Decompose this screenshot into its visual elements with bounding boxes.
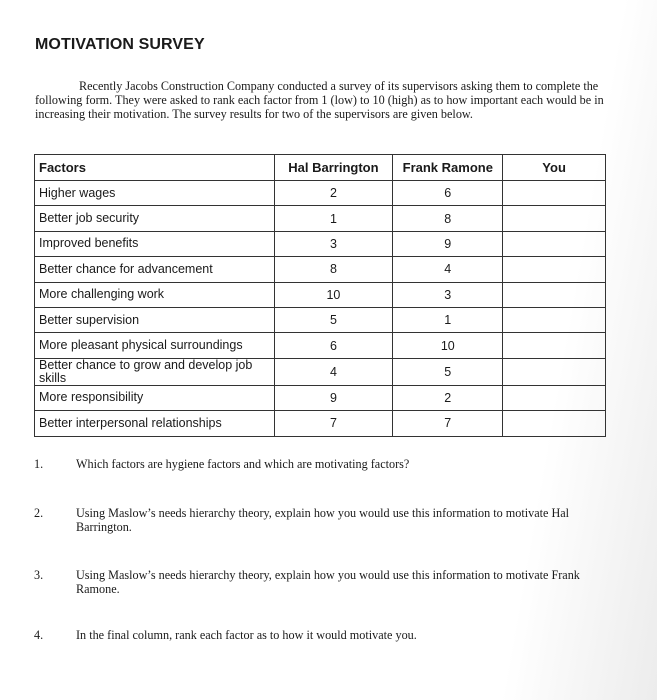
you-rank-cell[interactable] (503, 206, 606, 231)
you-rank-cell[interactable] (503, 385, 606, 410)
factor-cell: Better chance for advancement (35, 257, 275, 282)
question-text: Using Maslow’s needs hierarchy theory, explain how you would use this information to motivate Hal Barrington. (76, 506, 570, 534)
table-row (35, 181, 606, 206)
hal-score-cell: 4 (274, 358, 393, 385)
hal-score-cell: 8 (274, 257, 393, 282)
frank-score-cell: 6 (393, 181, 503, 206)
hal-score-cell: 10 (274, 282, 393, 307)
table-row (35, 411, 606, 436)
frank-score-cell: 9 (393, 231, 503, 256)
table-row (35, 307, 606, 332)
you-rank-cell[interactable] (503, 333, 606, 358)
you-rank-cell[interactable] (503, 181, 606, 206)
you-rank-cell[interactable] (503, 358, 606, 385)
header-you: You (503, 155, 606, 181)
table-row (35, 333, 606, 358)
hal-score-cell: 9 (274, 385, 393, 410)
table-row (35, 358, 606, 385)
hal-score-cell: 3 (274, 231, 393, 256)
factor-cell: Better job security (35, 206, 275, 231)
frank-score-cell: 4 (393, 257, 503, 282)
you-rank-cell[interactable] (503, 257, 606, 282)
header-hal-barrington: Hal Barrington (274, 155, 393, 181)
question-text: In the final column, rank each factor as to how it would motivate you. (76, 628, 417, 642)
you-rank-cell[interactable] (503, 411, 606, 436)
frank-score-cell: 5 (393, 358, 503, 385)
you-rank-cell[interactable] (503, 282, 606, 307)
factor-cell: Better chance to grow and develop job skills (35, 358, 275, 385)
question-number: 1. (34, 457, 44, 471)
frank-score-cell: 8 (393, 206, 503, 231)
frank-score-cell: 7 (393, 411, 503, 436)
intro-paragraph: Recently Jacobs Construction Company conducted a survey of its supervisors asking them to complete the following form. They were asked to rank each factor from 1 (low) to 10 (high) as to how important each would be in increasing their motivation. The survey results for two of the supervisors are given below. (35, 79, 604, 121)
table-row (35, 282, 606, 307)
question-number: 2. (34, 506, 44, 520)
table-row (35, 385, 606, 410)
header-frank-ramone: Frank Ramone (393, 155, 503, 181)
factor-cell: Improved benefits (35, 231, 275, 256)
hal-score-cell: 1 (274, 206, 393, 231)
you-rank-cell[interactable] (503, 231, 606, 256)
factor-cell: Better interpersonal relationships (35, 411, 275, 436)
factor-cell: More pleasant physical surroundings (35, 333, 275, 358)
table-row (35, 206, 606, 231)
factor-cell: More responsibility (35, 385, 275, 410)
frank-score-cell: 2 (393, 385, 503, 410)
header-factors: Factors (35, 155, 275, 181)
page-title: MOTIVATION SURVEY (35, 36, 205, 53)
table-header-row (35, 155, 606, 181)
question-text: Using Maslow’s needs hierarchy theory, explain how you would use this information to motivate Frank Ramone. (76, 568, 580, 596)
frank-score-cell: 3 (393, 282, 503, 307)
table-row (35, 231, 606, 256)
frank-score-cell: 1 (393, 307, 503, 332)
frank-score-cell: 10 (393, 333, 503, 358)
hal-score-cell: 6 (274, 333, 393, 358)
question-number: 3. (34, 568, 44, 582)
question-number: 4. (34, 628, 44, 642)
factor-cell: Higher wages (35, 181, 275, 206)
table-row (35, 257, 606, 282)
survey-table (34, 154, 606, 437)
hal-score-cell: 2 (274, 181, 393, 206)
question-text: Which factors are hygiene factors and which are motivating factors? (76, 457, 410, 471)
you-rank-cell[interactable] (503, 307, 606, 332)
factor-cell: More challenging work (35, 282, 275, 307)
factor-cell: Better supervision (35, 307, 275, 332)
hal-score-cell: 7 (274, 411, 393, 436)
hal-score-cell: 5 (274, 307, 393, 332)
